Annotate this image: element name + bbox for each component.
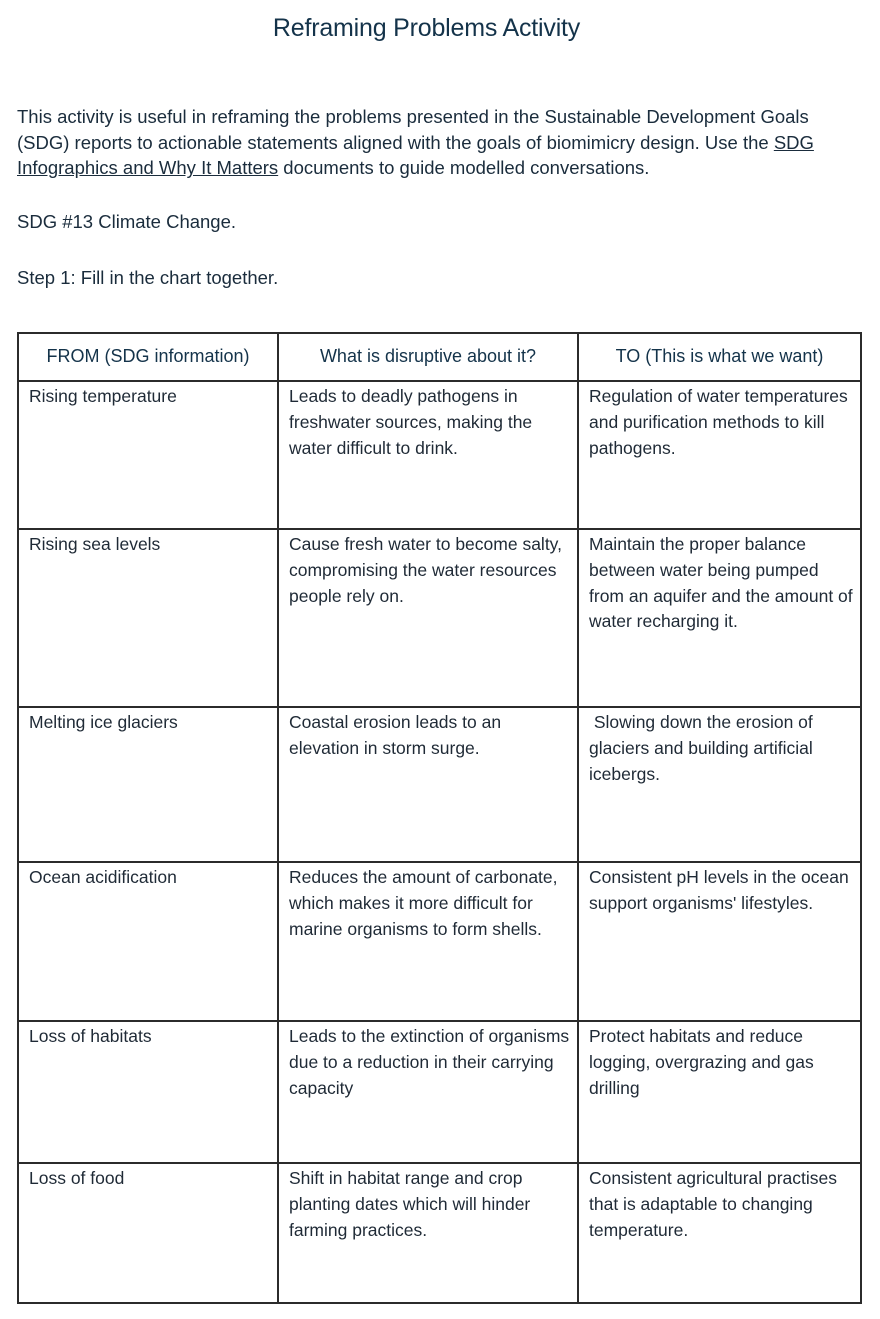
cell-disruptive: Cause fresh water to become salty, compromising the water resources people rely on.: [278, 529, 578, 707]
cell-to: Protect habitats and reduce logging, overgrazing and gas drilling: [578, 1021, 861, 1163]
table-header-row: [18, 333, 861, 381]
sdg-label: SDG #13 Climate Change.: [17, 211, 237, 232]
intro-paragraph: [17, 104, 862, 181]
cell-to: Slowing down the erosion of glaciers and building artificial icebergs.: [578, 707, 861, 862]
table-row: [18, 381, 861, 529]
table-row: [18, 1163, 861, 1303]
header-to: TO (This is what we want): [578, 333, 861, 381]
cell-disruptive: Reduces the amount of carbonate, which makes it more difficult for marine organisms to form shells.: [278, 862, 578, 1021]
intro-text-after: documents to guide modelled conversations.: [278, 157, 650, 179]
table-row: [18, 529, 861, 707]
table-row: [18, 707, 861, 862]
step-label: Step 1: Fill in the chart together.: [17, 267, 279, 288]
sdg-infographics-link[interactable]: SDG Infographics and Why It Matters: [17, 131, 814, 179]
cell-from: Rising sea levels: [18, 529, 278, 707]
page-title: Reframing Problems Activity: [272, 14, 581, 42]
table-row: [18, 862, 861, 1021]
cell-from: Melting ice glaciers: [18, 707, 278, 862]
cell-disruptive: Shift in habitat range and crop planting dates which will hinder farming practices.: [278, 1163, 578, 1303]
cell-to: Maintain the proper balance between water being pumped from an aquifer and the amount of water recharging it.: [578, 529, 861, 707]
cell-to: Consistent pH levels in the ocean support organisms' lifestyles.: [578, 862, 861, 1021]
header-disruptive: What is disruptive about it?: [278, 333, 578, 381]
cell-disruptive: Leads to the extinction of organisms due to a reduction in their carrying capacity: [278, 1021, 578, 1163]
cell-from: Loss of habitats: [18, 1021, 278, 1163]
cell-to: Regulation of water temperatures and purification methods to kill pathogens.: [578, 381, 861, 529]
cell-to: Consistent agricultural practises that is adaptable to changing temperature.: [578, 1163, 861, 1303]
intro-text-before: This activity is useful in reframing the problems presented in the Sustainable Development Goals (SDG) reports to actionable statements aligned with the goals of biomimicry design. Use the: [17, 106, 809, 153]
cell-from: Loss of food: [18, 1163, 278, 1303]
table-row: [18, 1021, 861, 1163]
reframing-chart: [17, 332, 862, 1304]
cell-from: Ocean acidification: [18, 862, 278, 1021]
header-from: FROM (SDG information): [18, 333, 278, 381]
cell-disruptive: Leads to deadly pathogens in freshwater sources, making the water difficult to drink.: [278, 381, 578, 529]
cell-from: Rising temperature: [18, 381, 278, 529]
cell-disruptive: Coastal erosion leads to an elevation in storm surge.: [278, 707, 578, 862]
